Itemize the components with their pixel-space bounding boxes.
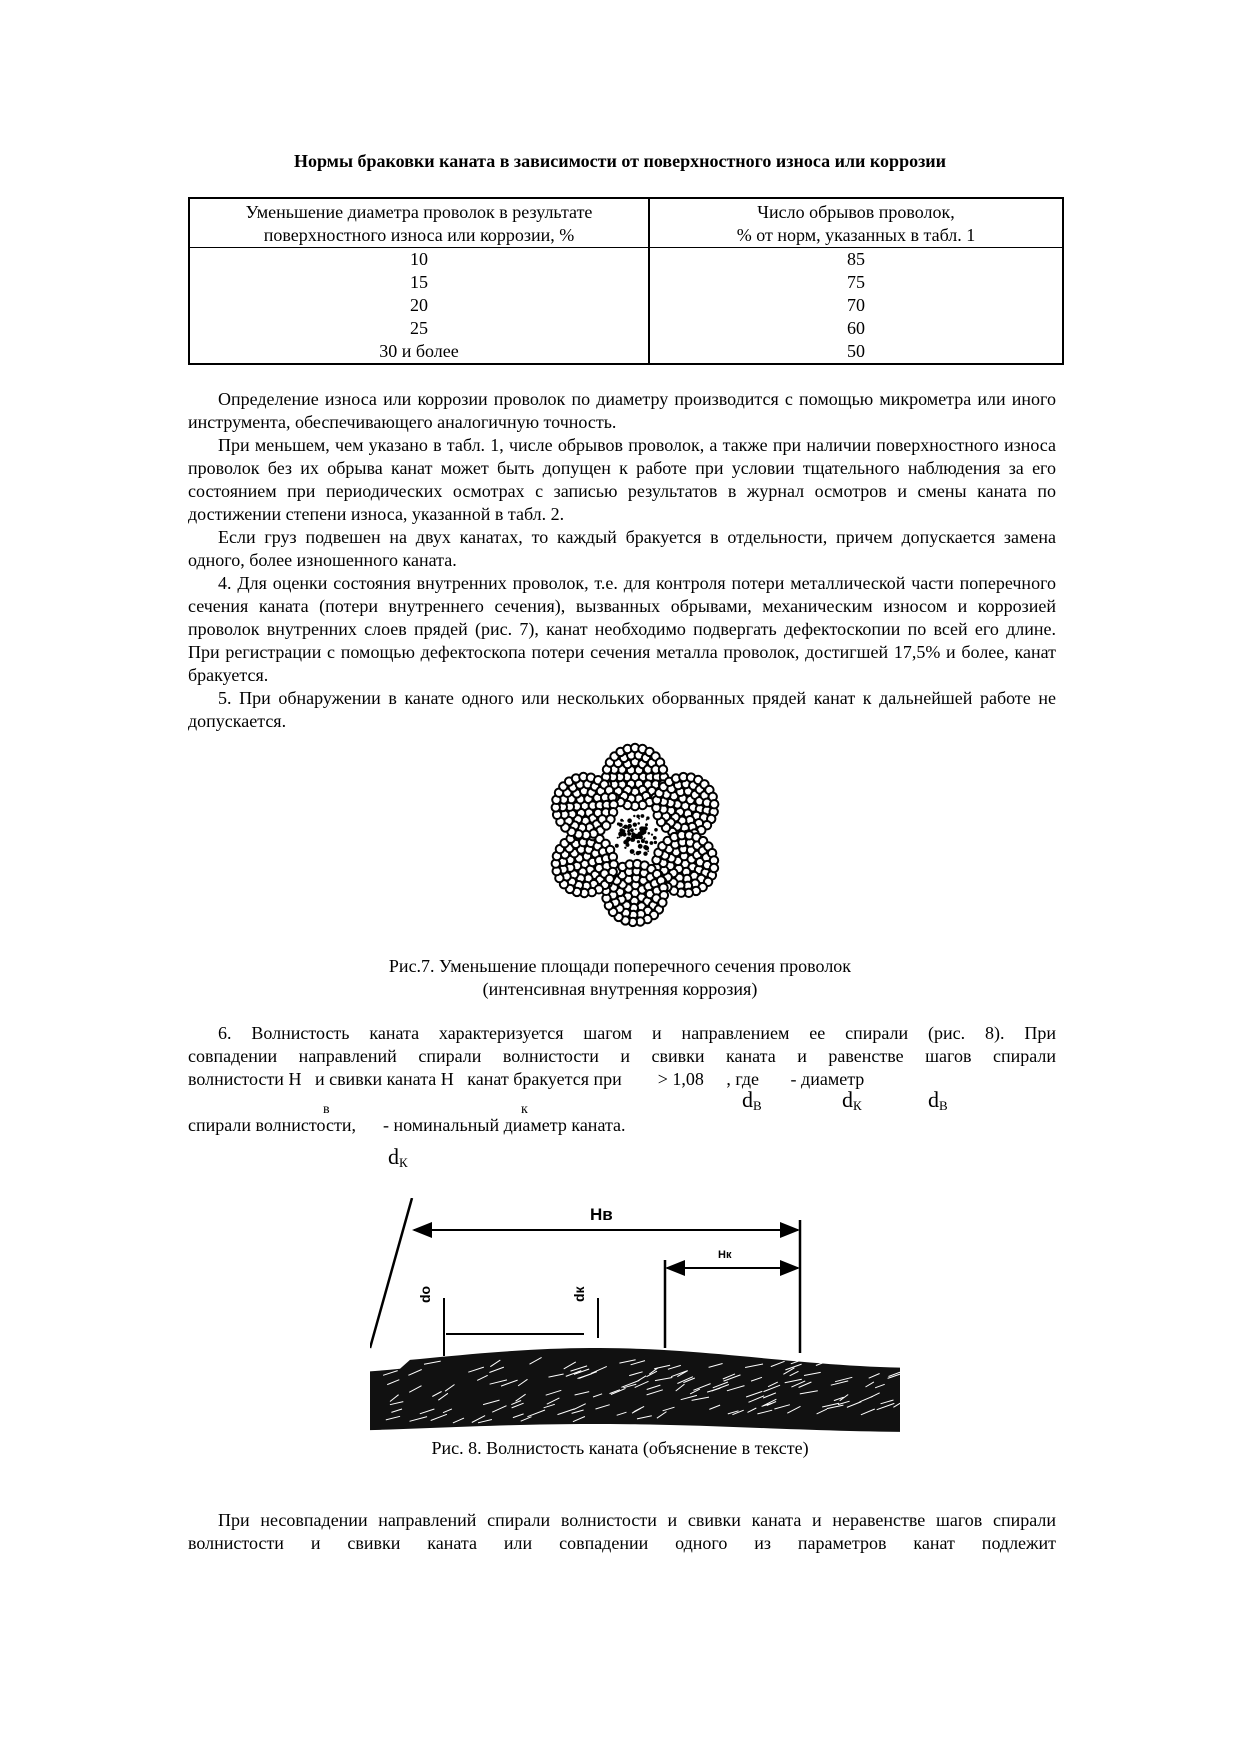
rope-waviness-figure: [370, 1198, 910, 1443]
rope-cross-section-figure: [530, 735, 740, 935]
table-cell: 60: [649, 317, 1063, 340]
formula-d-v-definition: $d_В$: [928, 1087, 948, 1113]
table-cell: 50: [649, 340, 1063, 364]
table-row: [189, 271, 1063, 294]
figure-7-caption: Рис.7. Уменьшение площади поперечного сечения проволок (интенсивная внутренняя коррозия): [388, 956, 852, 999]
label-do: dо: [417, 1285, 433, 1303]
rejection-norms-table: [188, 197, 1064, 365]
table-header-wire-breaks: Число обрывов проволок, % от норм, указанных в табл. 1: [649, 198, 1063, 248]
paragraph-6: 6. Волнистость каната характеризуется шагом и направлением ее спирали (рис. 8). При совпадении направлений спирали волнистости и свивки каната и равенстве шагов спирали волнистости Н и свивки каната Н канат бракуется при > 1,08 , где - диаметр спирали волнистости, - номинальный диаметр каната.: [188, 1023, 1056, 1135]
paragraph: 4. Для оценки состояния внутренних проволок, т.е. для контроля потери металлической части поперечного сечения каната (потери внутреннего сечения), вызванных обрывами, механическим износом и коррозией проволок внутренних слоев прядей (рис. 7), канат необходимо подвергать дефектоскопии по всей его длине. При регистрации с помощью дефектоскопа потери сечения металла проволок, достигшей 17,5% и более, канат бракуется.: [188, 573, 1056, 685]
table-cell: 70: [649, 294, 1063, 317]
paragraph: Определение износа или коррозии проволок по диаметру производится с помощью микрометра или иного инструмента, обеспечивающего аналогичную точность.: [188, 389, 1056, 432]
subscript-k: к: [521, 1102, 528, 1117]
figure-8-caption: Рис. 8. Волнистость каната (объяснение в тексте): [431, 1438, 809, 1458]
table-row: [189, 248, 1063, 272]
formula-d-v: $d_В$: [742, 1087, 762, 1113]
label-hk: Hк: [718, 1249, 732, 1261]
label-dk: dк: [571, 1286, 587, 1302]
table-cell: 15: [189, 271, 649, 294]
table-cell: 30 и более: [189, 340, 649, 364]
table-header-row: [189, 198, 1063, 248]
table-row: [189, 340, 1063, 364]
subscript-v: в: [323, 1102, 330, 1117]
body-text-block-1: [188, 388, 1056, 733]
table-cell: 75: [649, 271, 1063, 294]
table-cell: 85: [649, 248, 1063, 272]
table-cell: 10: [189, 248, 649, 272]
table-row: [189, 317, 1063, 340]
table-cell: 20: [189, 294, 649, 317]
table-title: Нормы браковки каната в зависимости от поверхностного износа или коррозии: [293, 151, 947, 171]
formula-d-k-definition: $d_К$: [388, 1144, 408, 1170]
table-header-diameter-reduction: Уменьшение диаметра проволок в результате поверхностного износа или коррозии, %: [189, 198, 649, 248]
paragraph: При меньшем, чем указано в табл. 1, числе обрывов проволок, а также при наличии поверхностного износа проволок без их обрыва канат может быть допущен к работе при условии тщательного наблюдения за его состоянием при периодических осмотрах с записью результатов в журнал осмотров и смены каната по достижении степени износа, указанной в табл. 2.: [188, 435, 1056, 524]
paragraph: 5. При обнаружении в канате одного или нескольких оборванных прядей канат к дальнейшей работе не допускается.: [188, 688, 1056, 731]
label-hv: Hв: [590, 1205, 613, 1224]
final-paragraph: При несовпадении направлений спирали волнистости и свивки каната и неравенстве шагов спирали волнистости и свивки каната или совпадении одного из параметров канат подлежит: [188, 1510, 1056, 1553]
table-cell: 25: [189, 317, 649, 340]
table-row: [189, 294, 1063, 317]
formula-d-k: $d_К$: [842, 1087, 862, 1113]
paragraph: Если груз подвешен на двух канатах, то каждый бракуется в отдельности, причем допускается замена одного, более изношенного каната.: [188, 527, 1056, 570]
